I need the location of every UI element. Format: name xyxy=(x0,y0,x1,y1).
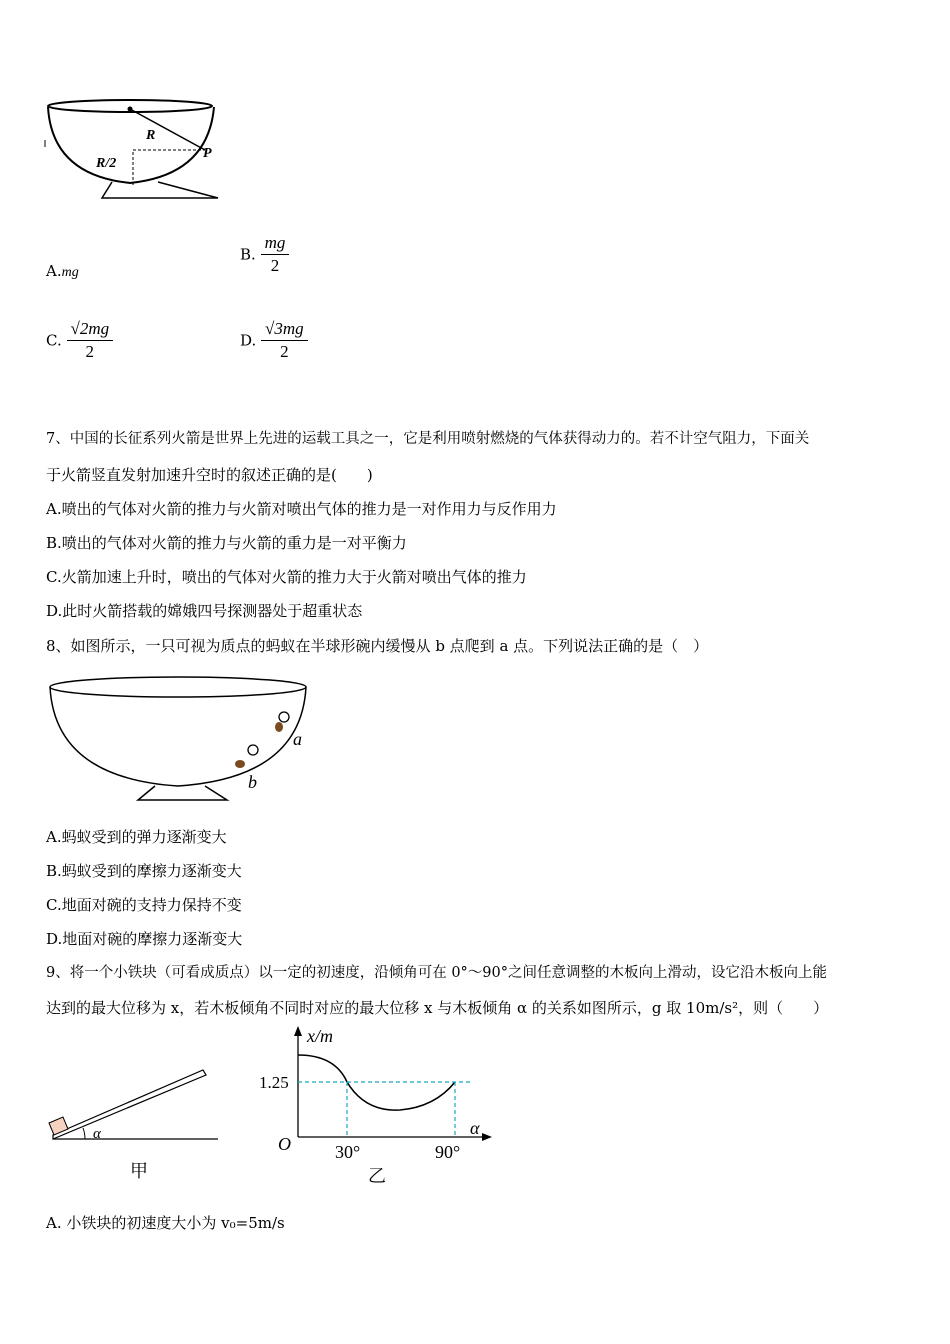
q9-option-a: A. 小铁块的初速度大小为 v₀=5m/s xyxy=(46,1214,285,1232)
label-R-half: R/2 xyxy=(96,156,117,171)
q7-option-d: D.此时火箭搭载的嫦娥四号探测器处于超重状态 xyxy=(46,602,363,620)
graph-y-tick: 1.25 xyxy=(259,1073,289,1092)
q8-option-d: D.地面对碗的摩擦力逐渐变大 xyxy=(46,930,243,948)
incline-angle-label: α xyxy=(93,1126,101,1142)
label-R: R xyxy=(146,128,156,143)
ant-lower-icon xyxy=(235,745,258,768)
q8-stem: 8、如图所示，一只可视为质点的蚂蚁在半球形碗内缓慢从 b 点爬到 a 点。下列说法正确的是（ ） xyxy=(46,637,709,655)
graph-x-label: α xyxy=(470,1118,480,1138)
graph-y-label: x/m xyxy=(307,1026,333,1046)
displacement-angle-graph xyxy=(250,1022,500,1187)
q6-option-b: B. $\frac{mg}{2}$ xyxy=(240,232,289,277)
q9-stem-line1: 9、将一个小铁块（可看成质点）以一定的初速度，沿倾角可在 0°～90°之间任意调整的木板向上滑动，设它沿木板向上能 xyxy=(46,965,828,981)
q7-option-c: C.火箭加速上升时，喷出的气体对火箭的推力大于火箭对喷出气体的推力 xyxy=(46,568,527,586)
q8-option-a: A.蚂蚁受到的弹力逐渐变大 xyxy=(46,828,227,846)
q6-option-b-fraction: $\frac{mg}{2}$ xyxy=(261,232,290,277)
q7-stem-line2: 于火箭竖直发射加速升空时的叙述正确的是( ) xyxy=(46,466,373,484)
graph-origin: O xyxy=(278,1134,291,1154)
q7-option-a: A.喷出的气体对火箭的推力与火箭对喷出气体的推力是一对作用力与反作用力 xyxy=(46,500,557,518)
label-P: P xyxy=(203,146,212,161)
q8-option-c: C.地面对碗的支持力保持不变 xyxy=(46,896,242,914)
label-a: a xyxy=(293,729,302,749)
q9-stem-line2: 达到的最大位移为 x，若木板倾角不同时对应的最大位移 x 与木板倾角 α 的关系如图所示，g 取 10m/s²，则（ ） xyxy=(46,999,829,1017)
ant-upper-icon xyxy=(275,712,289,732)
incline-figure-caption: 甲 xyxy=(130,1161,148,1181)
q6-option-a: A.mg xyxy=(46,262,79,280)
q7-option-b: B.喷出的气体对火箭的推力与火箭的重力是一对平衡力 xyxy=(46,534,407,552)
graph-caption: 乙 xyxy=(368,1166,386,1186)
bowl-radius-figure xyxy=(40,95,230,207)
graph-x-tick-30: 30° xyxy=(335,1142,361,1162)
ant-bowl-figure xyxy=(45,670,320,805)
q8-option-b: B.蚂蚁受到的摩擦力逐渐变大 xyxy=(46,862,242,880)
q7-stem-line1: 7、中国的长征系列火箭是世界上先进的运载工具之一，它是利用喷射燃烧的气体获得动力的。若不计空气阻力，下面关 xyxy=(46,431,810,447)
graph-x-tick-90: 90° xyxy=(435,1142,461,1162)
q6-option-c: C. $\frac{√2mg}{2}$ xyxy=(46,318,113,363)
q6-option-a-value: mg xyxy=(61,265,79,280)
label-b: b xyxy=(248,772,257,792)
q6-option-c-fraction: $\frac{√2mg}{2}$ xyxy=(67,318,114,363)
q6-option-d-fraction: $\frac{√3mg}{2}$ xyxy=(261,318,308,363)
incline-figure xyxy=(45,1065,225,1190)
q6-option-d: D. $\frac{√3mg}{2}$ xyxy=(240,318,308,363)
